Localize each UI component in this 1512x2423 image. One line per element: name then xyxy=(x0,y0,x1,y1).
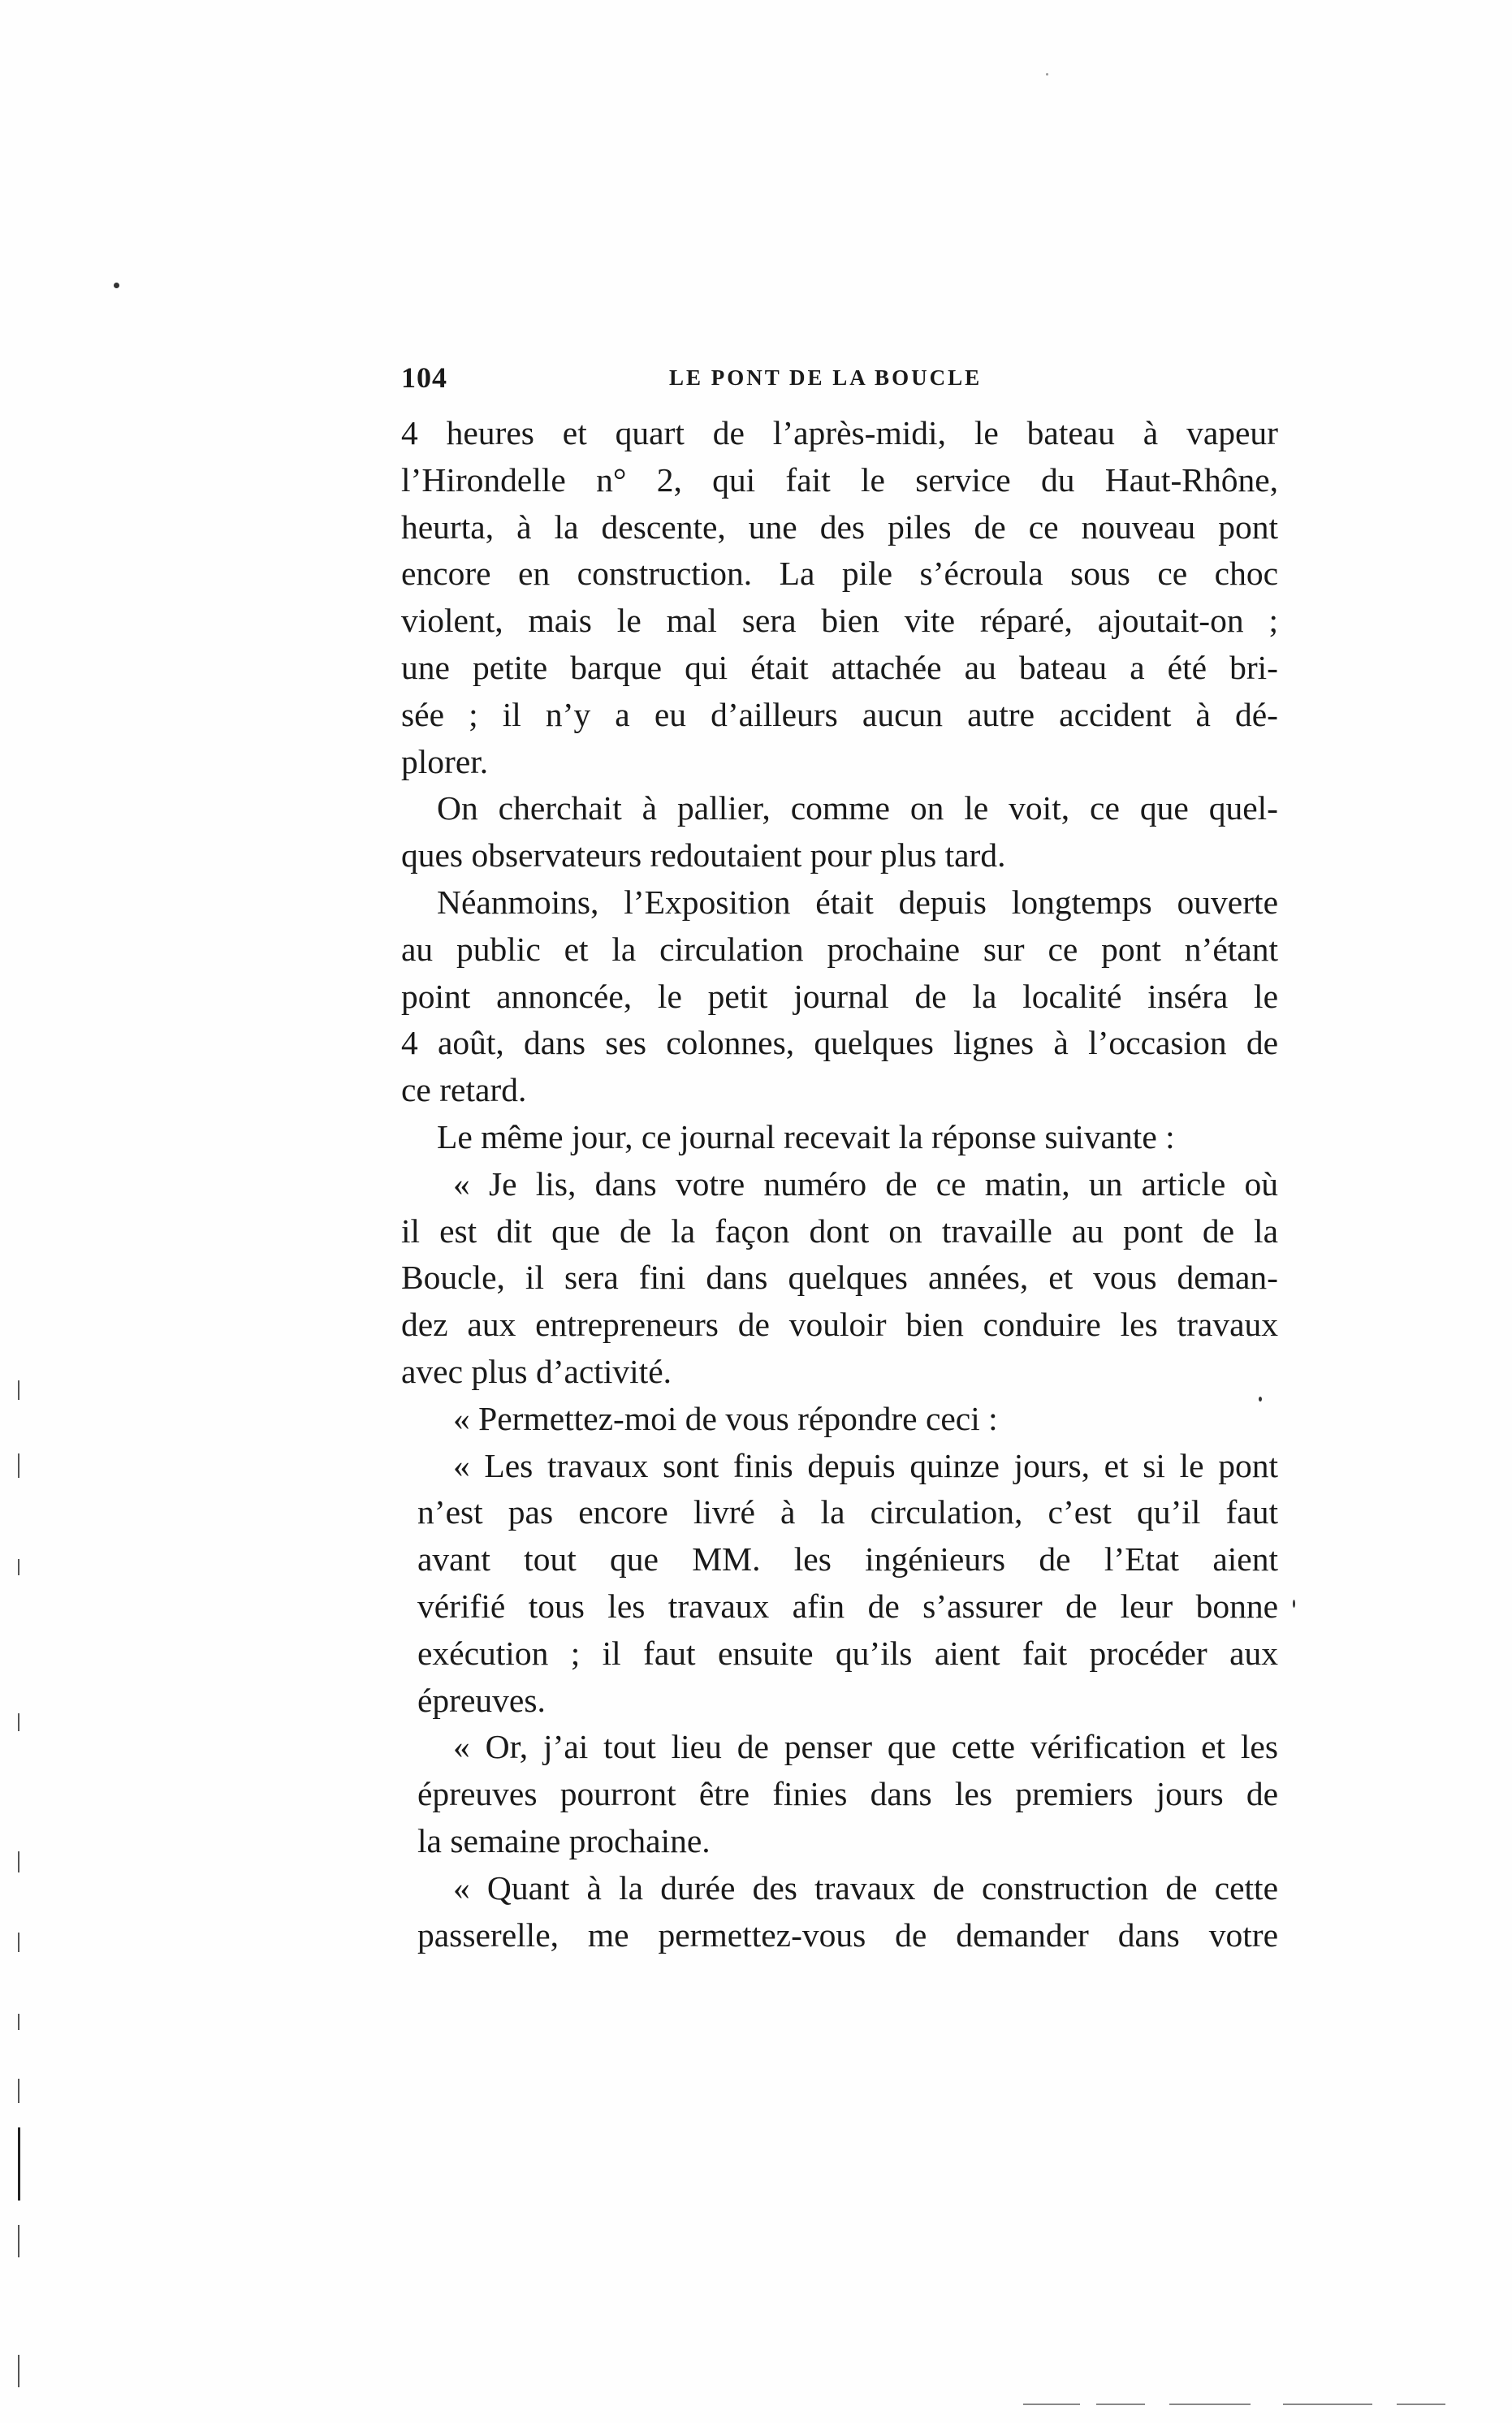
text-line: point annoncée, le petit journal de la localité inséra le xyxy=(401,977,1278,1015)
text-line: ques observateurs redoutaient pour plus tard. xyxy=(401,836,1006,875)
text-line: « Les travaux sont finis depuis quinze jours, et si le pont xyxy=(453,1446,1278,1484)
text-line: « Permettez-moi de vous répondre ceci : xyxy=(453,1399,998,1437)
scan-speck xyxy=(1046,73,1048,76)
text-line: « Je lis, dans votre numéro de ce matin, un article où xyxy=(453,1164,1278,1203)
margin-mark xyxy=(18,2127,20,2201)
text-line: ce retard. xyxy=(401,1071,527,1109)
margin-mark xyxy=(18,1713,19,1731)
footer-rule xyxy=(1023,2404,1080,2405)
running-title: LE PONT DE LA BOUCLE xyxy=(669,365,983,390)
text-line: heurta, à la descente, une des piles de ce nouveau pont xyxy=(401,507,1278,546)
margin-mark xyxy=(18,1453,19,1478)
text-line: n’est pas encore livré à la circulation, c’est qu’il faut xyxy=(417,1493,1278,1531)
text-line: exécution ; il faut ensuite qu’ils aient fait procéder aux xyxy=(417,1634,1278,1672)
text-line: « Or, j’ai tout lieu de penser que cette vérification et les xyxy=(453,1728,1278,1766)
text-line: 4 heures et quart de l’après-midi, le bateau à vapeur xyxy=(401,414,1278,451)
scan-speck xyxy=(1259,1397,1262,1402)
footer-rule xyxy=(1169,2404,1251,2405)
scan-speck xyxy=(1293,1600,1295,1608)
text-line: 4 août, dans ses colonnes, quelques lignes à l’occasion de xyxy=(401,1024,1278,1062)
margin-mark xyxy=(18,1380,19,1400)
text-line: avant tout que MM. les ingénieurs de l’Etat aient xyxy=(417,1540,1278,1579)
text-line: « Quant à la durée des travaux de construction de cette xyxy=(453,1868,1278,1907)
body-text xyxy=(401,410,1278,1959)
margin-mark xyxy=(18,2079,19,2103)
text-line: une petite barque qui était attachée au bateau a été bri- xyxy=(401,648,1278,686)
text-line: Le même jour, ce journal recevait la réponse suivante : xyxy=(437,1117,1175,1155)
margin-mark xyxy=(18,1933,19,1952)
text-line: il est dit que de la façon dont on travaille au pont de la xyxy=(401,1212,1278,1250)
footer-rule xyxy=(1397,2404,1445,2405)
text-line: dez aux entrepreneurs de vouloir bien conduire les travaux xyxy=(401,1306,1278,1344)
text-line: épreuves. xyxy=(417,1681,546,1719)
text-line: On cherchait à pallier, comme on le voit, ce que quel- xyxy=(437,789,1278,827)
text-line: violent, mais le mal sera bien vite réparé, ajoutait-on ; xyxy=(401,602,1278,640)
text-line: épreuves pourront être finies dans les premiers jours de xyxy=(417,1775,1278,1813)
text-line: vérifié tous les travaux afin de s’assurer de leur bonne xyxy=(417,1587,1278,1625)
margin-mark xyxy=(18,1851,19,1872)
page-header xyxy=(401,361,1278,401)
margin-mark xyxy=(18,2355,19,2387)
text-line: sée ; il n’y a eu d’ailleurs aucun autre accident à dé- xyxy=(401,695,1278,733)
text-line: Boucle, il sera fini dans quelques années, et vous deman- xyxy=(401,1259,1278,1297)
text-line: avec plus d’activité. xyxy=(401,1352,672,1390)
text-line: au public et la circulation prochaine sur ce pont n’étant xyxy=(401,930,1278,968)
text-line: Néanmoins, l’Exposition était depuis longtemps ouverte xyxy=(437,883,1278,921)
scan-speck xyxy=(114,283,119,288)
text-line: la semaine prochaine. xyxy=(417,1821,711,1859)
text-line: encore en construction. La pile s’écroula sous ce choc xyxy=(401,555,1278,593)
page-number: 104 xyxy=(401,361,447,394)
margin-mark xyxy=(18,2014,19,2030)
footer-rule xyxy=(1283,2404,1372,2405)
footer-rule xyxy=(1096,2404,1145,2405)
margin-mark xyxy=(18,1559,19,1575)
text-line: passerelle, me permettez-vous de demander dans votre xyxy=(417,1916,1278,1954)
text-line: l’Hirondelle n° 2, qui fait le service du Haut-Rhône, xyxy=(401,460,1278,499)
text-line: plorer. xyxy=(401,742,489,780)
margin-mark xyxy=(18,2225,19,2257)
